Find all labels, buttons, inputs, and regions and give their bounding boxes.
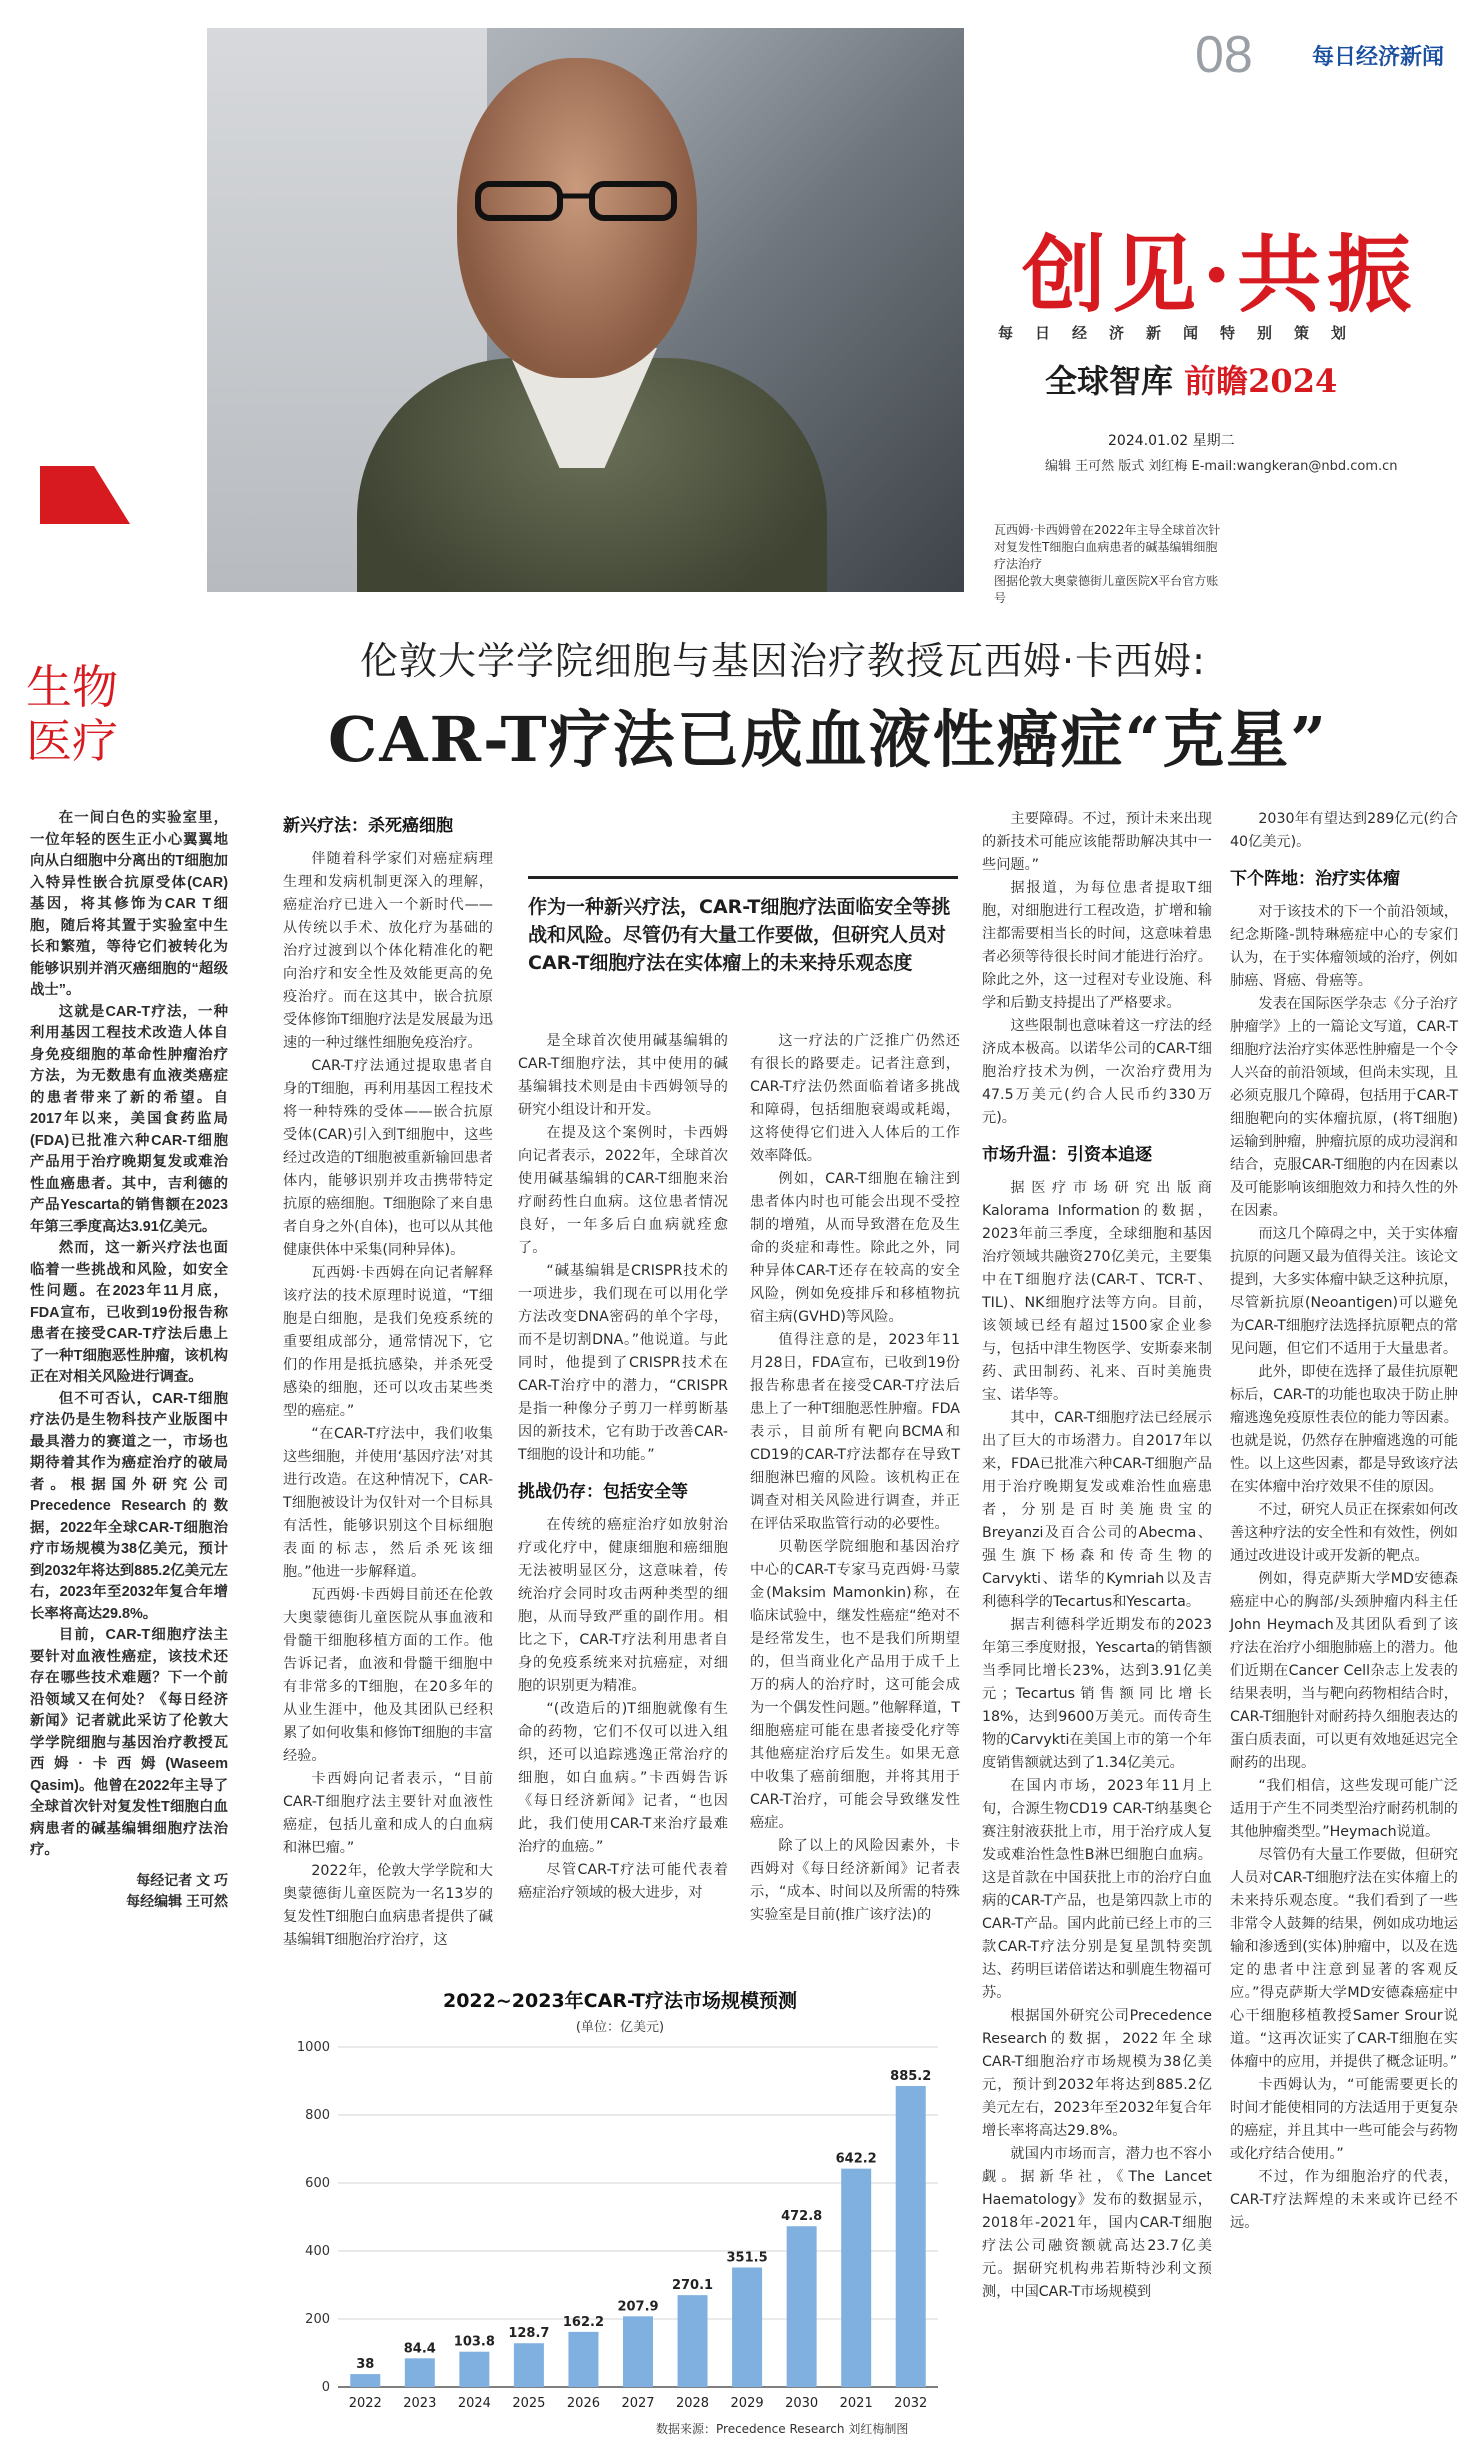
headline-main: CAR-T疗法已成血液性癌症“克星” [328, 703, 1328, 776]
x-tick-label: 2028 [675, 2396, 710, 2411]
chart-title: 2022~2023年CAR-T疗法市场规模预测 [442, 1990, 798, 2012]
headline-kicker: 伦敦大学学院细胞与基因治疗教授瓦西姆·卡西姆: [360, 639, 1206, 683]
article-column-5: 主要障碍。不过，预计未来出现的新技术可能应该能帮助解决其中一些问题。” 据报道，为每位患者提取T细胞，对细胞进行工程改造，扩增和输注都需要相当长的时间，这意味着患者必须等待很长时间才能进行治疗。除此之外，这一过程对专业设施、科学和后勤支持提出了严格要求。 这些限制也意味着这一疗法的经济成本极高。以诺华公司的CAR-T细胞治疗技术为例，一次治疗费用为47.5万美元(约合人民币约330万元)。 市场升温：引资本追逐 据医疗市场研究出版商Kalorama Information的数据，2023年前三季度，全球细胞和基因治疗领域共融资270亿美元，主要集中在T细胞疗法(CAR-T、TCR-T、TIL)、NK细胞疗法等方向。目前，该领域已经有超过1500家企业参与，包括中津生物医学、安斯泰来制药、武田制药、礼来、百时美施贵宝、诺华等。 其中，CAR-T细胞疗法已经展示出了巨大的市场潜力。自2017年以来，FDA已批准六种CAR-T细胞产品用于治疗晚期复发或难治性血癌患者，分别是百时美施贵宝的Breyanzi及百合公司的Abecma、强生旗下杨森和传奇生物的Carvykti、诺华的Kymriah以及吉利德科学的Tecartus和Yescarta。 据吉利德科学近期发布的2023年第三季度财报，Yescarta的销售额当季同比增长23%，达到3.91亿美元；Tecartus销售额同比增长18%，达到9600万美元。而传奇生物的Carvykti在美国上市的第一个年度销售额就达到了1.34亿美元。 在国内市场，2023年11月上旬，合源生物CD19 CAR-T纳基奥仑赛注射液获批上市，用于治疗成人复发或难治性急性B淋巴细胞白血病。这是首款在中国获批上市的治疗白血病的CAR-T产品，也是第四款上市的CAR-T产品。国内此前已经上市的三款CAR-T疗法分别是复星凯特奕凯达、药明巨诺倍诺达和驯鹿生物福可苏。 根据国外研究公司Precedence Research的数据，2022年全球CAR-T细胞治疗市场规模为38亿美元，预计到2032年将达到885.2亿美元左右，2023年至2032年复合年增长率将高达29.8%。 就国内市场而言，潜力也不容小觑。据新华社，《The Lancet Haematology》发布的数据显示，2018年-2021年，国内CAR-T细胞疗法公司融资额就高达23.7亿美元。据研究机构弗若斯特沙利文预测，中国CAR-T市场规模到 [982, 811, 1212, 2300]
bar [841, 2169, 871, 2387]
bar-value-label: 270.1 [671, 2278, 714, 2294]
bar-value-label: 162.2 [562, 2314, 605, 2330]
chart-source: 数据来源：Precedence Research 刘红梅制图 [656, 2422, 909, 2436]
y-tick-label: 1000 [296, 2040, 330, 2055]
bar-value-label: 351.5 [726, 2250, 768, 2266]
page-number: 08 [1195, 26, 1253, 84]
bar-value-label: 207.9 [617, 2299, 659, 2315]
x-tick-label: 2025 [512, 2396, 546, 2411]
bar-value-label: 885.2 [890, 2069, 932, 2085]
pull-quote: 作为一种新兴疗法，CAR-T细胞疗法面临安全等挑战和风险。尽管仍有大量工作要做，但研究人员对CAR-T细胞疗法在实体瘤上的未来持乐观态度 [528, 876, 958, 977]
x-tick-label: 2029 [730, 2396, 764, 2411]
chart-unit: (单位：亿美元) [575, 2020, 665, 2035]
bar [678, 2295, 708, 2387]
bar [350, 2374, 380, 2387]
y-tick-label: 400 [305, 2244, 330, 2259]
y-tick-label: 200 [305, 2312, 330, 2327]
issue-date: 2024.01.02 星期二 [1108, 433, 1235, 449]
bar-value-label: 128.7 [508, 2326, 550, 2342]
bar-value-label: 472.8 [781, 2209, 823, 2225]
portrait-photo [207, 28, 964, 592]
y-tick-label: 0 [321, 2380, 330, 2395]
editor-credits: 编辑 王可然 版式 刘红梅 E-mail:wangkeran@nbd.com.cn [1045, 459, 1398, 474]
bar [514, 2343, 544, 2387]
x-tick-label: 2023 [403, 2396, 437, 2411]
y-tick-label: 800 [305, 2108, 330, 2123]
bar [787, 2226, 817, 2387]
bar-value-label: 38 [356, 2357, 375, 2373]
lead-column: 在一间白色的实验室里，一位年轻的医生正小心翼翼地向从白细胞中分离出的T细胞加入特异性嵌合抗原受体(CAR)基因，将其修饰为CAR T细胞，随后将其置于实验室中生长和繁殖，等待它们被转化为能够识别并消灭癌细胞的“超级战士”。 这就是CAR-T疗法，一种利用基因工程技术改造人体自身免疫细胞的革命性肿瘤治疗方法，为无数患有血液类癌症的患者带来了新的希望。自2017年以来，美国食药监局(FDA)已批准六种CAR-T细胞产品用于治疗晚期复发或难治性血癌患者。其中，吉利德的产品Yescarta的销售额在2023年第三季度高达3.91亿美元。 然而，这一新兴疗法也面临着一些挑战和风险，如安全性问题。在2023年11月底，FDA宣布，已收到19份报告称患者在接受CAR-T疗法后患上了一种T细胞恶性肿瘤，该机构正在对相关风险进行调查。 但不可否认，CAR-T细胞疗法仍是生物科技产业版图中最具潜力的赛道之一，市场也期待着其作为癌症治疗的破局者。根据国外研究公司Precedence Research的数据，2022年全球CAR-T细胞治疗市场规模为38亿美元，预计到2032年将达到885.2亿美元左右，2023年至2032年复合年增长率将高达29.8%。 目前，CAR-T细胞疗法主要针对血液性癌症，该技术还存在哪些技术难题？下一个前沿领域又在何处？《每日经济新闻》记者就此采访了伦敦大学学院细胞与基因治疗教授瓦西姆·卡西姆(Waseem Qasim)。他曾在2022年主导了全球首次针对复发性T细胞白血病患者的碱基编辑细胞疗法治疗。 每经记者 文 巧 每经编辑 王可然 [30, 808, 228, 1912]
article-column-2: 新兴疗法：杀死癌细胞 伴随着科学家们对癌症病理生理和发病机制更深入的理解，癌症治疗已进入一个新时代——从传统以手术、放化疗为基础的治疗过渡到以个体化精准化的靶向治疗和安全性及效能更高的免疫治疗。而在这其中，嵌合抗原受体修饰T细胞疗法是发展最为迅速的一种过继性细胞免疫治疗。 CAR-T疗法通过提取患者自身的T细胞，再利用基因工程技术将一种特殊的受体——嵌合抗原受体(CAR)引入到T细胞中，这些经过改造的T细胞被重新输回患者体内，能够识别并攻击携带特定抗原的癌细胞。T细胞除了来自患者自身之外(自体)，也可以从其他健康供体中采集(同种异体)。 瓦西姆·卡西姆在向记者解释该疗法的技术原理时说道，“T细胞是白细胞，是我们免疫系统的重要组成部分，通常情况下，它们的作用是抵抗感染，并杀死受感染的细胞，还可以攻击某些类型的癌症。” “在CAR-T疗法中，我们收集这些细胞，并使用‘基因疗法’对其进行改造。在这种情况下，CAR-T细胞被设计为仅针对一个目标具有活性，能够识别这个目标细胞表面的标志，然后杀死该细胞。”他进一步解释道。 瓦西姆·卡西姆目前还在伦敦大奥蒙德街儿童医院从事血液和骨髓干细胞移植方面的工作。他告诉记者，血液和骨髓干细胞中有非常多的T细胞，在20多年的从业生涯中，他及其团队已经积累了如何收集和修饰T细胞的丰富经验。 卡西姆向记者表示，“目前CAR-T细胞疗法主要针对血液性癌症，包括儿童和成人的白血病和淋巴瘤。” 2022年，伦敦大学学院和大奥蒙德街儿童医院为一名13岁的复发性T细胞白血病患者提供了碱基编辑T细胞治疗治疗，这 [283, 816, 493, 1948]
bar [732, 2267, 762, 2387]
bar-value-label: 642.2 [835, 2151, 877, 2167]
x-tick-label: 2022 [348, 2396, 382, 2411]
series-label: 全球智库 前瞻2024 [1045, 362, 1338, 400]
x-tick-label: 2024 [457, 2396, 491, 2411]
bar [896, 2086, 926, 2387]
x-tick-label: 2032 [894, 2396, 928, 2411]
bar [623, 2316, 653, 2387]
byline: 每经记者 文 巧 每经编辑 王可然 [126, 1871, 228, 1909]
bar [568, 2332, 598, 2387]
article-column-3: 是全球首次使用碱基编辑的CAR-T细胞疗法，其中使用的碱基编辑技术则是由卡西姆领导的研究小组设计和开发。 在提及这个案例时，卡西姆向记者表示，2022年，全球首次使用碱基编辑的CAR-T细胞来治疗耐药性白血病。这位患者情况良好，一年多后白血病就痊愈了。 “碱基编辑是CRISPR技术的一项进步，我们现在可以用化学方法改变DNA密码的单个字母，而不是切割DNA。”他说道。与此同时，他提到了CRISPR技术在CAR-T治疗中的潜力，“CRISPR是指一种像分子剪刀一样剪断基因的新技术，它有助于改善CAR-T细胞的设计和功能。” 挑战仍存：包括安全等 在传统的癌症治疗如放射治疗或化疗中，健康细胞和癌细胞无法被明显区分，这意味着，传统治疗会同时攻击两种类型的细胞，从而导致严重的副作用。相比之下，CAR-T疗法利用患者自身的免疫系统来对抗癌症，对细胞的识别更为精准。 “(改造后的)T细胞就像有生命的药物，它们不仅可以进入组织，还可以追踪逃逸正常治疗的细胞，如白血病。”卡西姆告诉《每日经济新闻》记者，“也因此，我们使用CAR-T来治疗最难治疗的血癌。” 尽管CAR-T疗法可能代表着癌症治疗领域的极大进步，对 [518, 1033, 728, 1901]
accent-bar [40, 466, 130, 524]
section-title: 创见·共振 [1022, 225, 1418, 324]
bar [459, 2352, 489, 2387]
bar-value-label: 103.8 [453, 2334, 495, 2350]
article-column-4: 这一疗法的广泛推广仍然还有很长的路要走。记者注意到，CAR-T疗法仍然面临着诸多挑战和障碍，包括细胞衰竭或耗竭，这将使得它们进入人体后的工作效率降低。 例如，CAR-T细胞在输注到患者体内时也可能会出现不受控制的增殖，从而导致潜在危及生命的炎症和毒性。除此之外，同种异体CAR-T还存在较高的安全风险，例如免疫排斥和移植物抗宿主病(GVHD)等风险。 值得注意的是，2023年11月28日，FDA宣布，已收到19份报告称患者在接受CAR-T疗法后患上了一种T细胞恶性肿瘤。FDA表示，目前所有靶向BCMA和CD19的CAR-T疗法都存在导致T细胞淋巴瘤的风险。该机构正在调查对相关风险进行调查，并正在评估采取监管行动的必要性。 贝勒医学院细胞和基因治疗中心的CAR-T专家马克西姆·马蒙金(Maksim Mamonkin)称，在临床试验中，继发性癌症“绝对不是经常发生，也不是我们所期望的，但当商业化产品用于成千上万的病人的治疗时，这可能会成为一个偶发性问题。”他解释道，T细胞癌症可能在患者接受化疗等其他癌症治疗后发生。如果无意中收集了癌前细胞，并将其用于CAR-T治疗，可能会导致继发性癌症。 除了以上的风险因素外，卡西姆对《每日经济新闻》记者表示，“成本、时间以及所需的特殊实验室是目前(推广该疗法)的 [750, 1033, 960, 1923]
market-size-chart [283, 1985, 958, 2425]
x-tick-label: 2027 [621, 2396, 655, 2411]
bar-value-label: 84.4 [403, 2341, 436, 2357]
category-label: 生物 医疗 [26, 660, 118, 768]
article-column-6: 2030年有望达到289亿元(约合40亿美元)。 下个阵地：治疗实体瘤 对于该技术的下一个前沿领域，纪念斯隆-凯特琳癌症中心的专家们认为，在于实体瘤领域的治疗，例如肺癌、肾癌、骨癌等。 发表在国际医学杂志《分子治疗肿瘤学》上的一篇论文写道，CAR-T细胞疗法治疗实体恶性肿瘤是一个令人兴奋的前沿领域，但尚未实现，且必须克服几个障碍，包括用于CAR-T细胞靶向的实体瘤抗原，(将T细胞)运输到肿瘤，肿瘤抗原的成功浸润和结合，克服CAR-T细胞的内在因素以及可能影响该细胞效力和持久性的外在因素。 而这几个障碍之中，关于实体瘤抗原的问题又最为值得关注。该论文提到，大多实体瘤中缺乏这种抗原，尽管新抗原(Neoantigen)可以避免为CAR-T细胞疗法选择抗原靶点的常见问题，但它们不适用于大量患者。 此外，即使在选择了最佳抗原靶标后，CAR-T的功能也取决于防止肿瘤逃逸免疫原性表位的能力等因素。也就是说，仍然存在肿瘤逃逸的可能性。以上这些因素，都是导致该疗法在实体瘤中治疗效果不佳的原因。 不过，研究人员正在探索如何改善这种疗法的安全性和有效性，例如通过改进设计或开发新的靶点。 例如，得克萨斯大学MD安德森癌症中心的胸部/头颈肿瘤内科主任John Heymach及其团队看到了该疗法在治疗小细胞肺癌上的潜力。他们近期在Cancer Cell杂志上发表的结果表明，当与靶向药物相结合时，CAR-T细胞针对耐药持久细胞表达的蛋白质表面，可以更有效地延迟完全耐药的出现。 “我们相信，这些发现可能广泛适用于产生不同类型治疗耐药机制的其他肿瘤类型。”Heymach说道。 尽管仍有大量工作要做，但研究人员对CAR-T细胞疗法在实体瘤上的未来持乐观态度。“我们看到了一些非常令人鼓舞的结果，例如成功地运输和渗透到(实体)肿瘤中，以及在选定的患者中注意到显著的客观反应。”得克萨斯大学MD安德森癌症中心干细胞移植教授Samer Srour说道。“这再次证实了CAR-T细胞在实体瘤中的应用，并提供了概念证明。” 卡西姆认为，“可能需要更长的时间才能使相同的方法适用于更复杂的癌症，并且其中一些可能会与药物或化疗结合使用。” 不过，作为细胞治疗的代表，CAR-T疗法辉煌的未来或许已经不远。 [1230, 811, 1458, 2231]
x-tick-label: 2026 [566, 2396, 601, 2411]
photo-caption: 瓦西姆·卡西姆曾在2022年主导全球首次针对复发性T细胞白血病患者的碱基编辑细胞疗法治疗 图据伦敦大奥蒙德街儿童医院X平台官方账号 [994, 523, 1221, 605]
bar [405, 2358, 435, 2387]
x-tick-label: 2021 [839, 2396, 873, 2411]
special-label: 每日经济新闻特别策划 [998, 324, 1369, 342]
paper-name: 每日经济新闻 [1312, 44, 1445, 70]
y-tick-label: 600 [305, 2176, 330, 2191]
x-tick-label: 2030 [785, 2396, 819, 2411]
